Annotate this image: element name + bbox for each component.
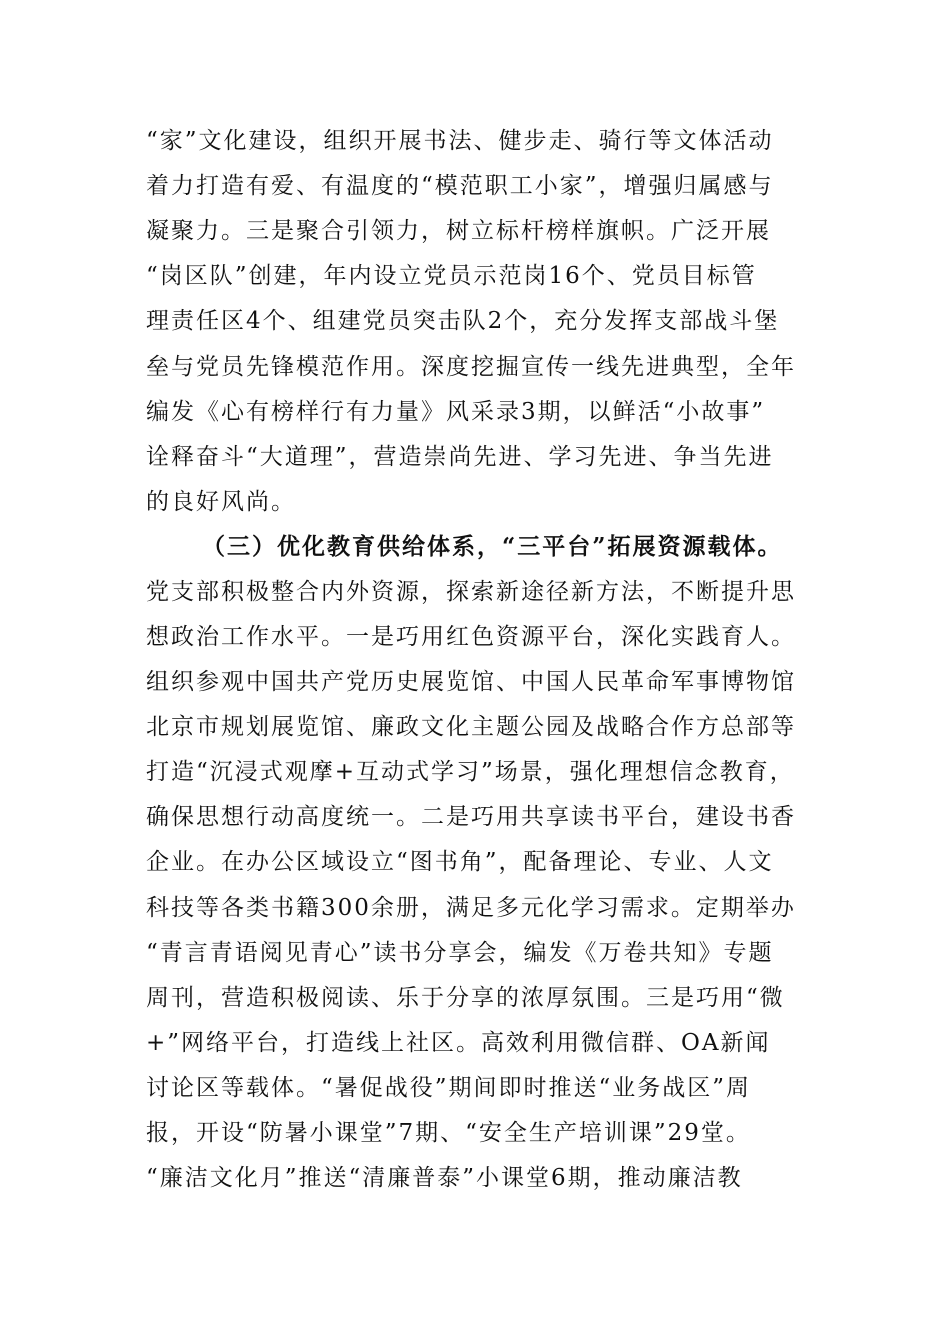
text-line: 北京市规划展览馆、廉政文化主题公园及战略合作方总部等 [146, 714, 796, 740]
text-line: “家”文化建设，组织开展书法、健步走、骑行等文体活动 [146, 128, 774, 154]
text-line: 凝聚力。三是聚合引领力，树立标杆榜样旗帜。广泛开展 [146, 218, 771, 244]
text-line: 理责任区4个、组建党员突击队2个，充分发挥支部战斗堡 [146, 308, 780, 334]
text-line: 党支部积极整合内外资源，探索新途径新方法，不断提升思 [146, 579, 796, 605]
text-line: 着力打造有爱、有温度的“模范职工小家”，增强归属感与 [146, 173, 774, 199]
text-line: 组织参观中国共产党历史展览馆、中国人民革命军事博物馆 [146, 669, 796, 695]
text-line: +”网络平台，打造线上社区。高效利用微信群、OA新闻 [146, 1030, 771, 1056]
text-line: 垒与党员先锋模范作用。深度挖掘宣传一线先进典型，全年 [146, 354, 796, 380]
text-line: “青言青语阅见青心”读书分享会，编发《万卷共知》专题 [146, 940, 774, 966]
text-line: 的良好风尚。 [146, 489, 296, 515]
text-line: “岗区队”创建，年内设立党员示范岗16个、党员目标管 [146, 263, 757, 289]
section-heading: （三）优化教育供给体系，“三平台”拓展资源载体。 [202, 533, 783, 560]
text-line: 讨论区等载体。“暑促战役”期间即时推送“业务战区”周 [146, 1075, 752, 1101]
text-line: 诠释奋斗“大道理”，营造崇尚先进、学习先进、争当先进 [146, 444, 774, 470]
text-line: 想政治工作水平。一是巧用红色资源平台，深化实践育人。 [146, 624, 796, 650]
text-line: 确保思想行动高度统一。二是巧用共享读书平台，建设书香 [146, 804, 796, 830]
text-line: 科技等各类书籍300余册，满足多元化学习需求。定期举办 [146, 895, 796, 921]
text-line: “廉洁文化月”推送“清廉普泰”小课堂6期，推动廉洁教 [146, 1165, 743, 1191]
text-line: 周刊，营造积极阅读、乐于分享的浓厚氛围。三是巧用“微 [146, 985, 785, 1011]
text-line: 编发《心有榜样行有力量》风采录3期，以鲜活“小故事” [146, 399, 766, 425]
text-line: 打造“沉浸式观摩+互动式学习”场景，强化理想信念教育， [146, 759, 795, 785]
text-line: 企业。在办公区域设立“图书角”，配备理论、专业、人文 [146, 849, 774, 875]
text-line: 报，开设“防暑小课堂”7期、“安全生产培训课”29堂。 [146, 1120, 751, 1146]
